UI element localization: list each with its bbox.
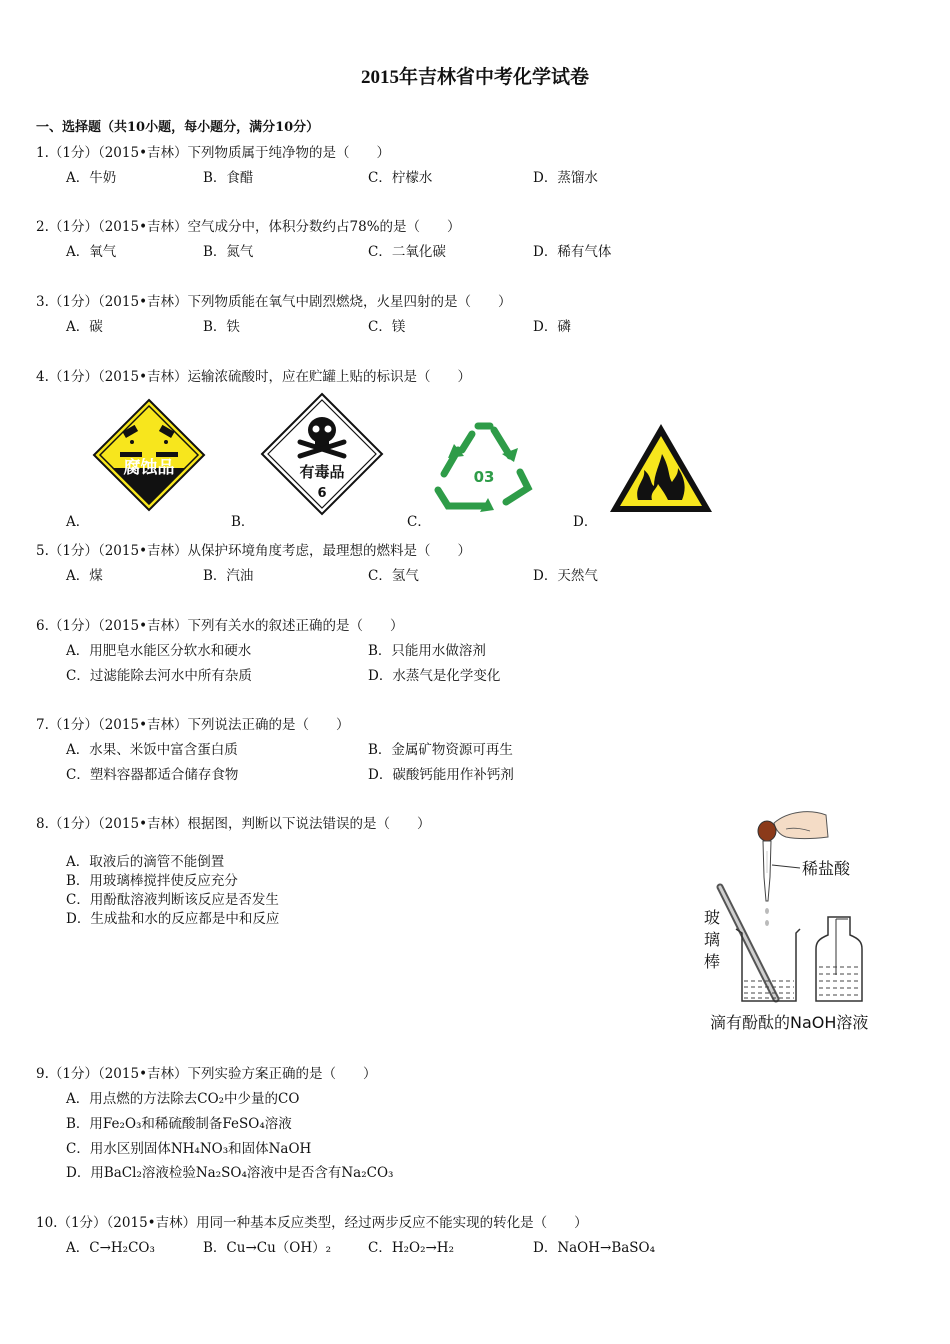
question-7-option-c: C．塑料容器都适合储存食物 [66, 767, 239, 783]
question-6-stem: 6.（1分）（2015•吉林）下列有关水的叙述正确的是（ ） [36, 618, 404, 634]
recycle-sign-icon [428, 416, 540, 514]
question-8-option-d: D．生成盐和水的反应都是中和反应 [66, 911, 280, 927]
question-10-option-b: B．Cu→Cu（OH）₂ [203, 1240, 332, 1256]
figure-rod-label-3: 棒 [704, 952, 721, 971]
recycle-sign-text: 03 [473, 468, 495, 486]
flammable-sign-icon [606, 420, 716, 516]
question-5-option-d: D．天然气 [533, 568, 598, 584]
question-5-stem: 5.（1分）（2015•吉林）从保护环境角度考虑，最理想的燃料是（ ） [36, 543, 472, 559]
question-6-option-a: A．用肥皂水能区分软水和硬水 [66, 643, 252, 659]
question-4-option-c: C． [407, 514, 431, 530]
question-3-option-c: C．镁 [368, 319, 406, 335]
question-1-option-a: A．牛奶 [66, 170, 117, 186]
question-9-stem: 9.（1分）（2015•吉林）下列实验方案正确的是（ ） [36, 1066, 377, 1082]
question-5-option-c: C．氢气 [368, 568, 419, 584]
question-4-option-b: B． [231, 514, 255, 530]
question-10-option-a: A．C→H₂CO₃ [66, 1240, 155, 1256]
question-3-option-d: D．磷 [533, 319, 571, 335]
toxic-sign-text: 有毒品 [299, 463, 345, 481]
figure-acid-label: 稀盐酸 [802, 859, 851, 878]
question-2-option-c: C．二氧化碳 [368, 244, 446, 260]
question-1-option-b: B．食醋 [203, 170, 254, 186]
corrosive-sign-icon [90, 396, 208, 514]
figure-rod-label-1: 玻 [704, 908, 721, 927]
question-8-option-b: B．用玻璃棒搅拌使反应充分 [66, 873, 238, 889]
question-2-option-a: A．氧气 [66, 244, 117, 260]
question-7-option-d: D．碳酸钙能用作补钙剂 [368, 767, 514, 783]
question-8-stem: 8.（1分）（2015•吉林）根据图，判断以下说法错误的是（ ） [36, 816, 431, 832]
corrosive-sign-text: 腐蚀品 [123, 458, 175, 478]
question-4-stem: 4.（1分）（2015•吉林）运输浓硫酸时，应在贮罐上贴的标识是（ ） [36, 369, 472, 385]
question-5-option-b: B．汽油 [203, 568, 254, 584]
question-4-option-a: A． [66, 514, 90, 530]
question-9-option-a: A．用点燃的方法除去CO₂中少量的CO [66, 1091, 300, 1107]
section-heading: 一、选择题（共10小题，每小题分，满分10分） [36, 120, 320, 135]
question-7-option-b: B．金属矿物资源可再生 [368, 742, 513, 758]
question-3-option-a: A．碳 [66, 319, 103, 335]
question-8-option-c: C．用酚酞溶液判断该反应是否发生 [66, 892, 279, 908]
question-10-option-d: D．NaOH→BaSO₄ [533, 1240, 656, 1256]
toxic-sign-icon [258, 390, 386, 518]
toxic-sign-number: 6 [317, 486, 327, 501]
question-10-option-c: C．H₂O₂→H₂ [368, 1240, 454, 1256]
question-9-option-d: D．用BaCl₂溶液检验Na₂SO₄溶液中是否含有Na₂CO₃ [66, 1165, 394, 1181]
question-7-stem: 7.（1分）（2015•吉林）下列说法正确的是（ ） [36, 717, 350, 733]
question-10-stem: 10.（1分）（2015•吉林）用同一种基本反应类型，经过两步反应不能实现的转化是（ ） [36, 1215, 588, 1231]
figure-rod-label-2: 璃 [704, 930, 721, 949]
question-3-stem: 3.（1分）（2015•吉林）下列物质能在氧气中剧烈燃烧，火星四射的是（ ） [36, 294, 512, 310]
question-6-option-b: B．只能用水做溶剂 [368, 643, 486, 659]
neutralization-figure [700, 805, 890, 1035]
question-2-option-b: B．氮气 [203, 244, 254, 260]
question-9-option-c: C．用水区别固体NH₄NO₃和固体NaOH [66, 1141, 312, 1157]
figure-caption: 滴有酚酞的NaOH溶液 [710, 1013, 869, 1032]
question-5-option-a: A．煤 [66, 568, 103, 584]
question-1-option-d: D．蒸馏水 [533, 170, 598, 186]
question-6-option-c: C．过滤能除去河水中所有杂质 [66, 668, 252, 684]
question-1-option-c: C．柠檬水 [368, 170, 433, 186]
question-7-option-a: A．水果、米饭中富含蛋白质 [66, 742, 238, 758]
page-title: 2015年吉林省中考化学试卷 [360, 67, 589, 88]
question-2-stem: 2.（1分）（2015•吉林）空气成分中，体积分数约占78%的是（ ） [36, 219, 461, 235]
question-6-option-d: D．水蒸气是化学变化 [368, 668, 501, 684]
question-2-option-d: D．稀有气体 [533, 244, 612, 260]
question-8-option-a: A．取液后的滴管不能倒置 [66, 854, 225, 870]
question-3-option-b: B．铁 [203, 319, 240, 335]
question-1-stem: 1.（1分）（2015•吉林）下列物质属于纯净物的是（ ） [36, 145, 391, 161]
question-4-option-d: D． [573, 514, 598, 530]
question-9-option-b: B．用Fe₂O₃和稀硫酸制备FeSO₄溶液 [66, 1116, 292, 1132]
